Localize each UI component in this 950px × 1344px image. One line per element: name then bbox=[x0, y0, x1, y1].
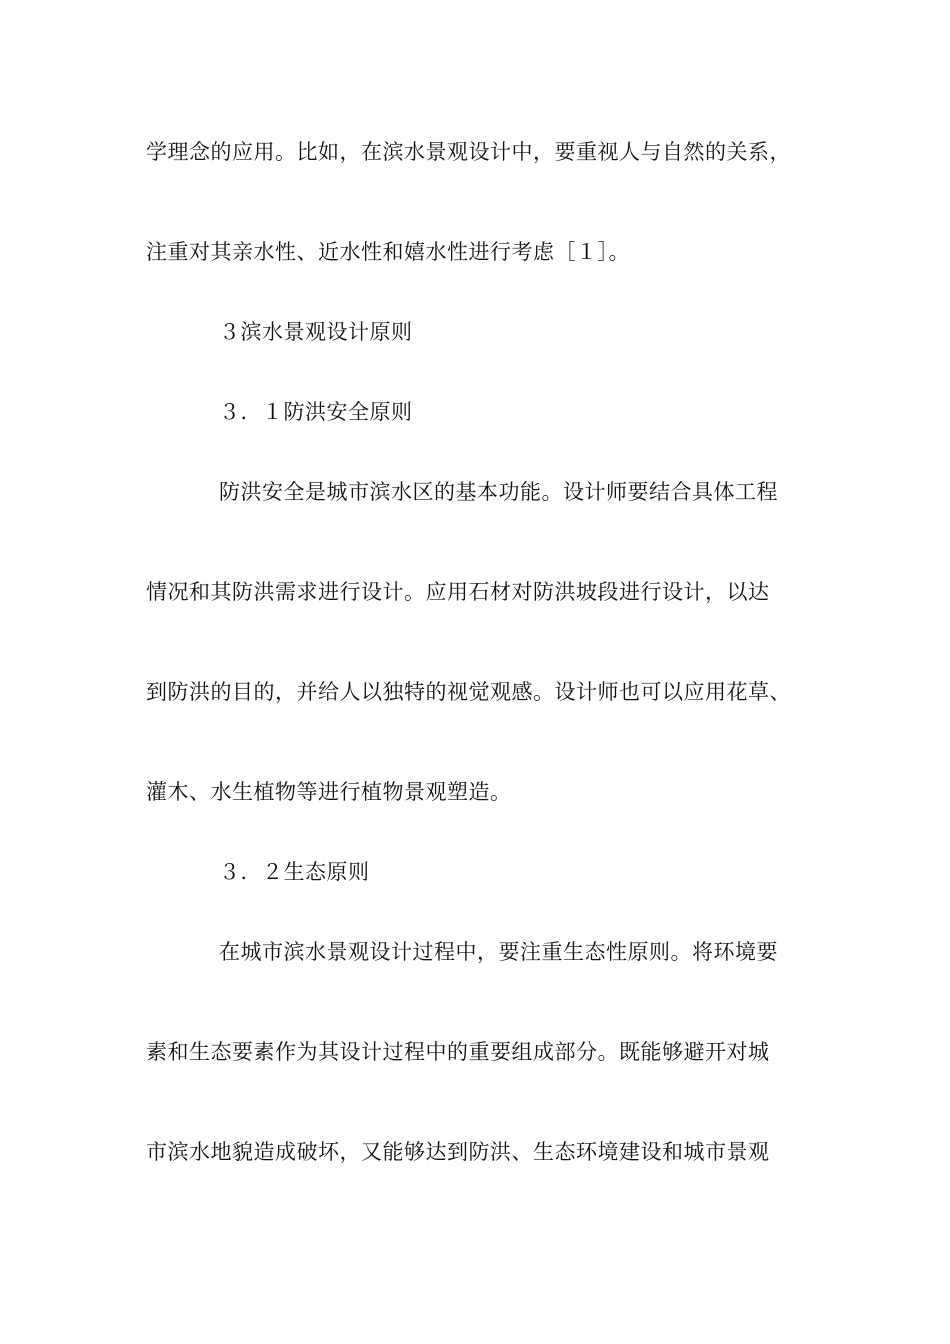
paragraph-line: 在城市滨水景观设计过程中，要注重生态性原则。将环境要 bbox=[219, 940, 778, 964]
paragraph-line: 素和生态要素作为其设计过程中的重要组成部分。既能够避开对城 bbox=[146, 1040, 770, 1064]
paragraph-line: 学理念的应用。比如，在滨水景观设计中，要重视人与自然的关系， bbox=[146, 140, 791, 164]
paragraph-line: 防洪安全是城市滨水区的基本功能。设计师要结合具体工程 bbox=[219, 480, 778, 504]
subsection-heading: ３．１防洪安全原则 bbox=[219, 400, 413, 424]
section-heading: ３滨水景观设计原则 bbox=[219, 320, 413, 344]
paragraph-line: 灌木、水生植物等进行植物景观塑造。 bbox=[146, 780, 512, 804]
subsection-heading: ３．２生态原则 bbox=[219, 860, 370, 884]
paragraph-line: 市滨水地貌造成破坏，又能够达到防洪、生态环境建设和城市景观 bbox=[146, 1140, 770, 1164]
paragraph-line: 情况和其防洪需求进行设计。应用石材对防洪坡段进行设计，以达 bbox=[146, 580, 770, 604]
paragraph-line: 注重对其亲水性、近水性和嬉水性进行考虑［１］。 bbox=[146, 240, 630, 264]
paragraph-line: 到防洪的目的，并给人以独特的视觉观感。设计师也可以应用花草、 bbox=[146, 680, 791, 704]
